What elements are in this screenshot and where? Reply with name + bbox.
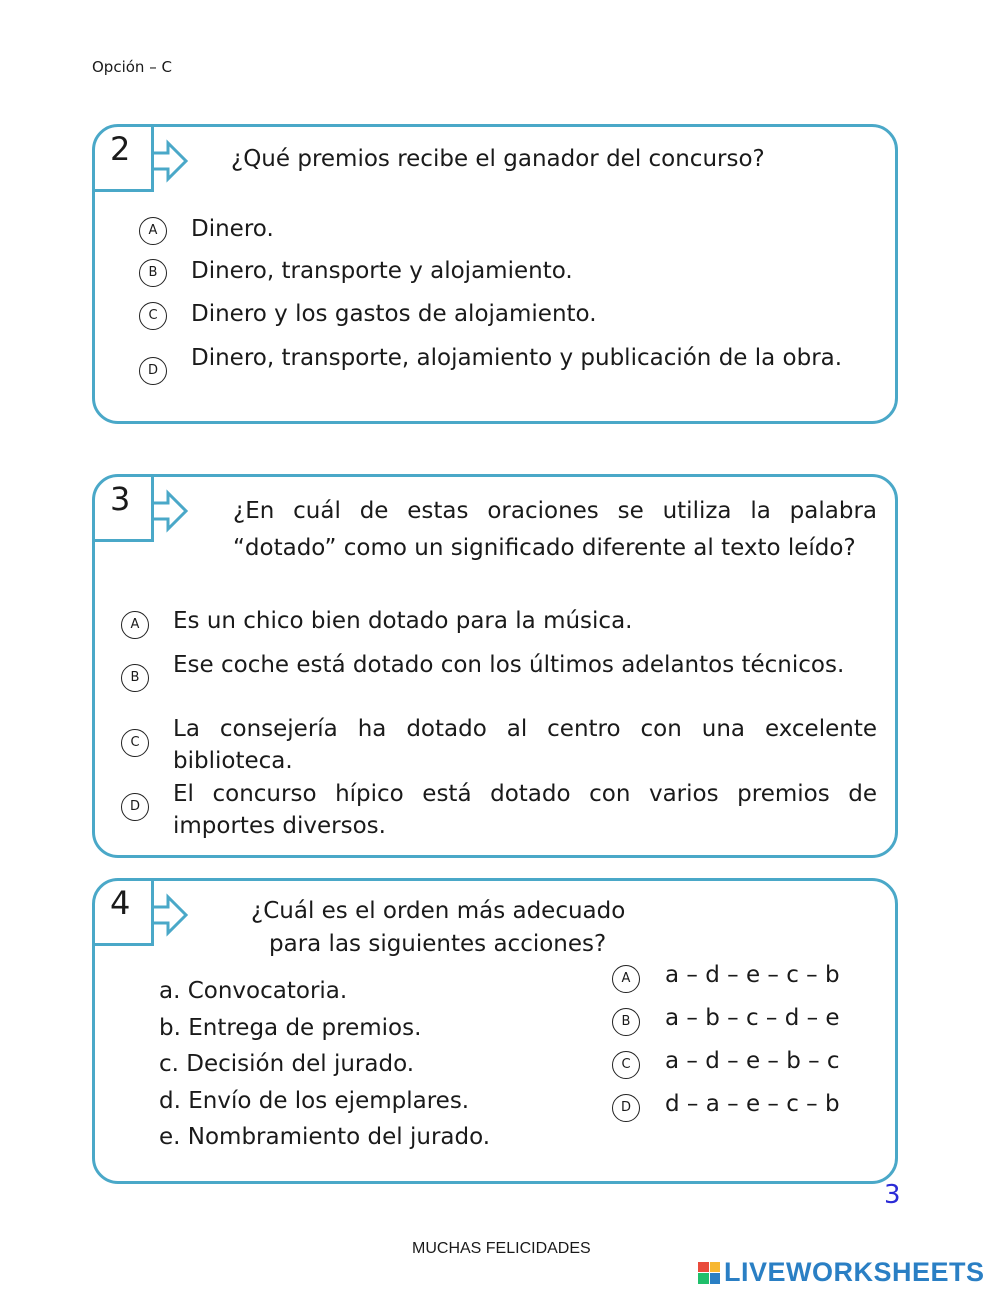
- option-d-text: d – a – e – c – b: [665, 1091, 840, 1117]
- option-d-text: El concurso hípico está dotado con varios premios de importes diversos.: [173, 781, 877, 839]
- question-number: 4: [110, 884, 131, 922]
- option-b-text: Dinero, transporte y alojamiento.: [191, 258, 573, 284]
- option-c-text: a – d – e – b – c: [665, 1048, 840, 1074]
- option-d-text: Dinero, transporte, alojamiento y publicación de la obra.: [191, 345, 843, 371]
- action-item: b. Entrega de premios.: [159, 1015, 422, 1041]
- arrow-right-icon: [150, 893, 190, 937]
- option-d-radio[interactable]: D: [121, 793, 149, 821]
- action-item: c. Decisión del jurado.: [159, 1051, 415, 1077]
- option-b-text: Ese coche está dotado con los últimos adelantos técnicos.: [173, 652, 845, 678]
- question-line-2: para las siguientes acciones?: [269, 931, 607, 957]
- option-c-text: La consejería ha dotado al centro con una excelente biblioteca.: [173, 716, 877, 774]
- question-card-2: [92, 124, 898, 424]
- question-line-1: ¿Cuál es el orden más adecuado: [251, 898, 626, 924]
- question-number-tab: [92, 878, 154, 946]
- option-c-radio[interactable]: C: [139, 302, 167, 330]
- question-card-4: [92, 878, 898, 1184]
- option-a-text: Dinero.: [191, 216, 274, 242]
- question-card-3: [92, 474, 898, 858]
- brand-icon: [698, 1262, 720, 1284]
- brand-name: LIVEWORKSHEETS: [724, 1257, 985, 1287]
- option-b-radio[interactable]: B: [139, 259, 167, 287]
- option-c-text: Dinero y los gastos de alojamiento.: [191, 301, 597, 327]
- question-text: ¿En cuál de estas oraciones se utiliza la palabra “dotado” como un significado diferente al texto leído?: [233, 498, 877, 561]
- option-d-radio[interactable]: D: [612, 1094, 640, 1122]
- footer-text: MUCHAS FELICIDADES: [412, 1240, 591, 1257]
- page-number: 3: [884, 1180, 901, 1210]
- arrow-right-icon: [150, 489, 190, 533]
- question-text: ¿Qué premios recibe el ganador del concurso?: [231, 146, 765, 172]
- question-number-tab: [92, 474, 154, 542]
- option-b-radio[interactable]: B: [121, 664, 149, 692]
- option-a-radio[interactable]: A: [139, 217, 167, 245]
- action-item: e. Nombramiento del jurado.: [159, 1124, 491, 1150]
- option-b-radio[interactable]: B: [612, 1008, 640, 1036]
- option-note: Opción – C: [92, 58, 172, 76]
- option-c-radio[interactable]: C: [612, 1051, 640, 1079]
- action-item: d. Envío de los ejemplares.: [159, 1088, 470, 1114]
- option-a-text: a – d – e – c – b: [665, 962, 840, 988]
- question-number-tab: [92, 124, 154, 192]
- question-number: 2: [110, 130, 131, 168]
- option-a-radio[interactable]: A: [121, 611, 149, 639]
- option-d-radio[interactable]: D: [139, 357, 167, 385]
- action-item: a. Convocatoria.: [159, 978, 348, 1004]
- option-a-text: Es un chico bien dotado para la música.: [173, 608, 633, 634]
- option-c-radio[interactable]: C: [121, 729, 149, 757]
- arrow-right-icon: [150, 139, 190, 183]
- brand-logo: [698, 1257, 985, 1288]
- option-a-radio[interactable]: A: [612, 965, 640, 993]
- option-b-text: a – b – c – d – e: [665, 1005, 840, 1031]
- question-number: 3: [110, 480, 131, 518]
